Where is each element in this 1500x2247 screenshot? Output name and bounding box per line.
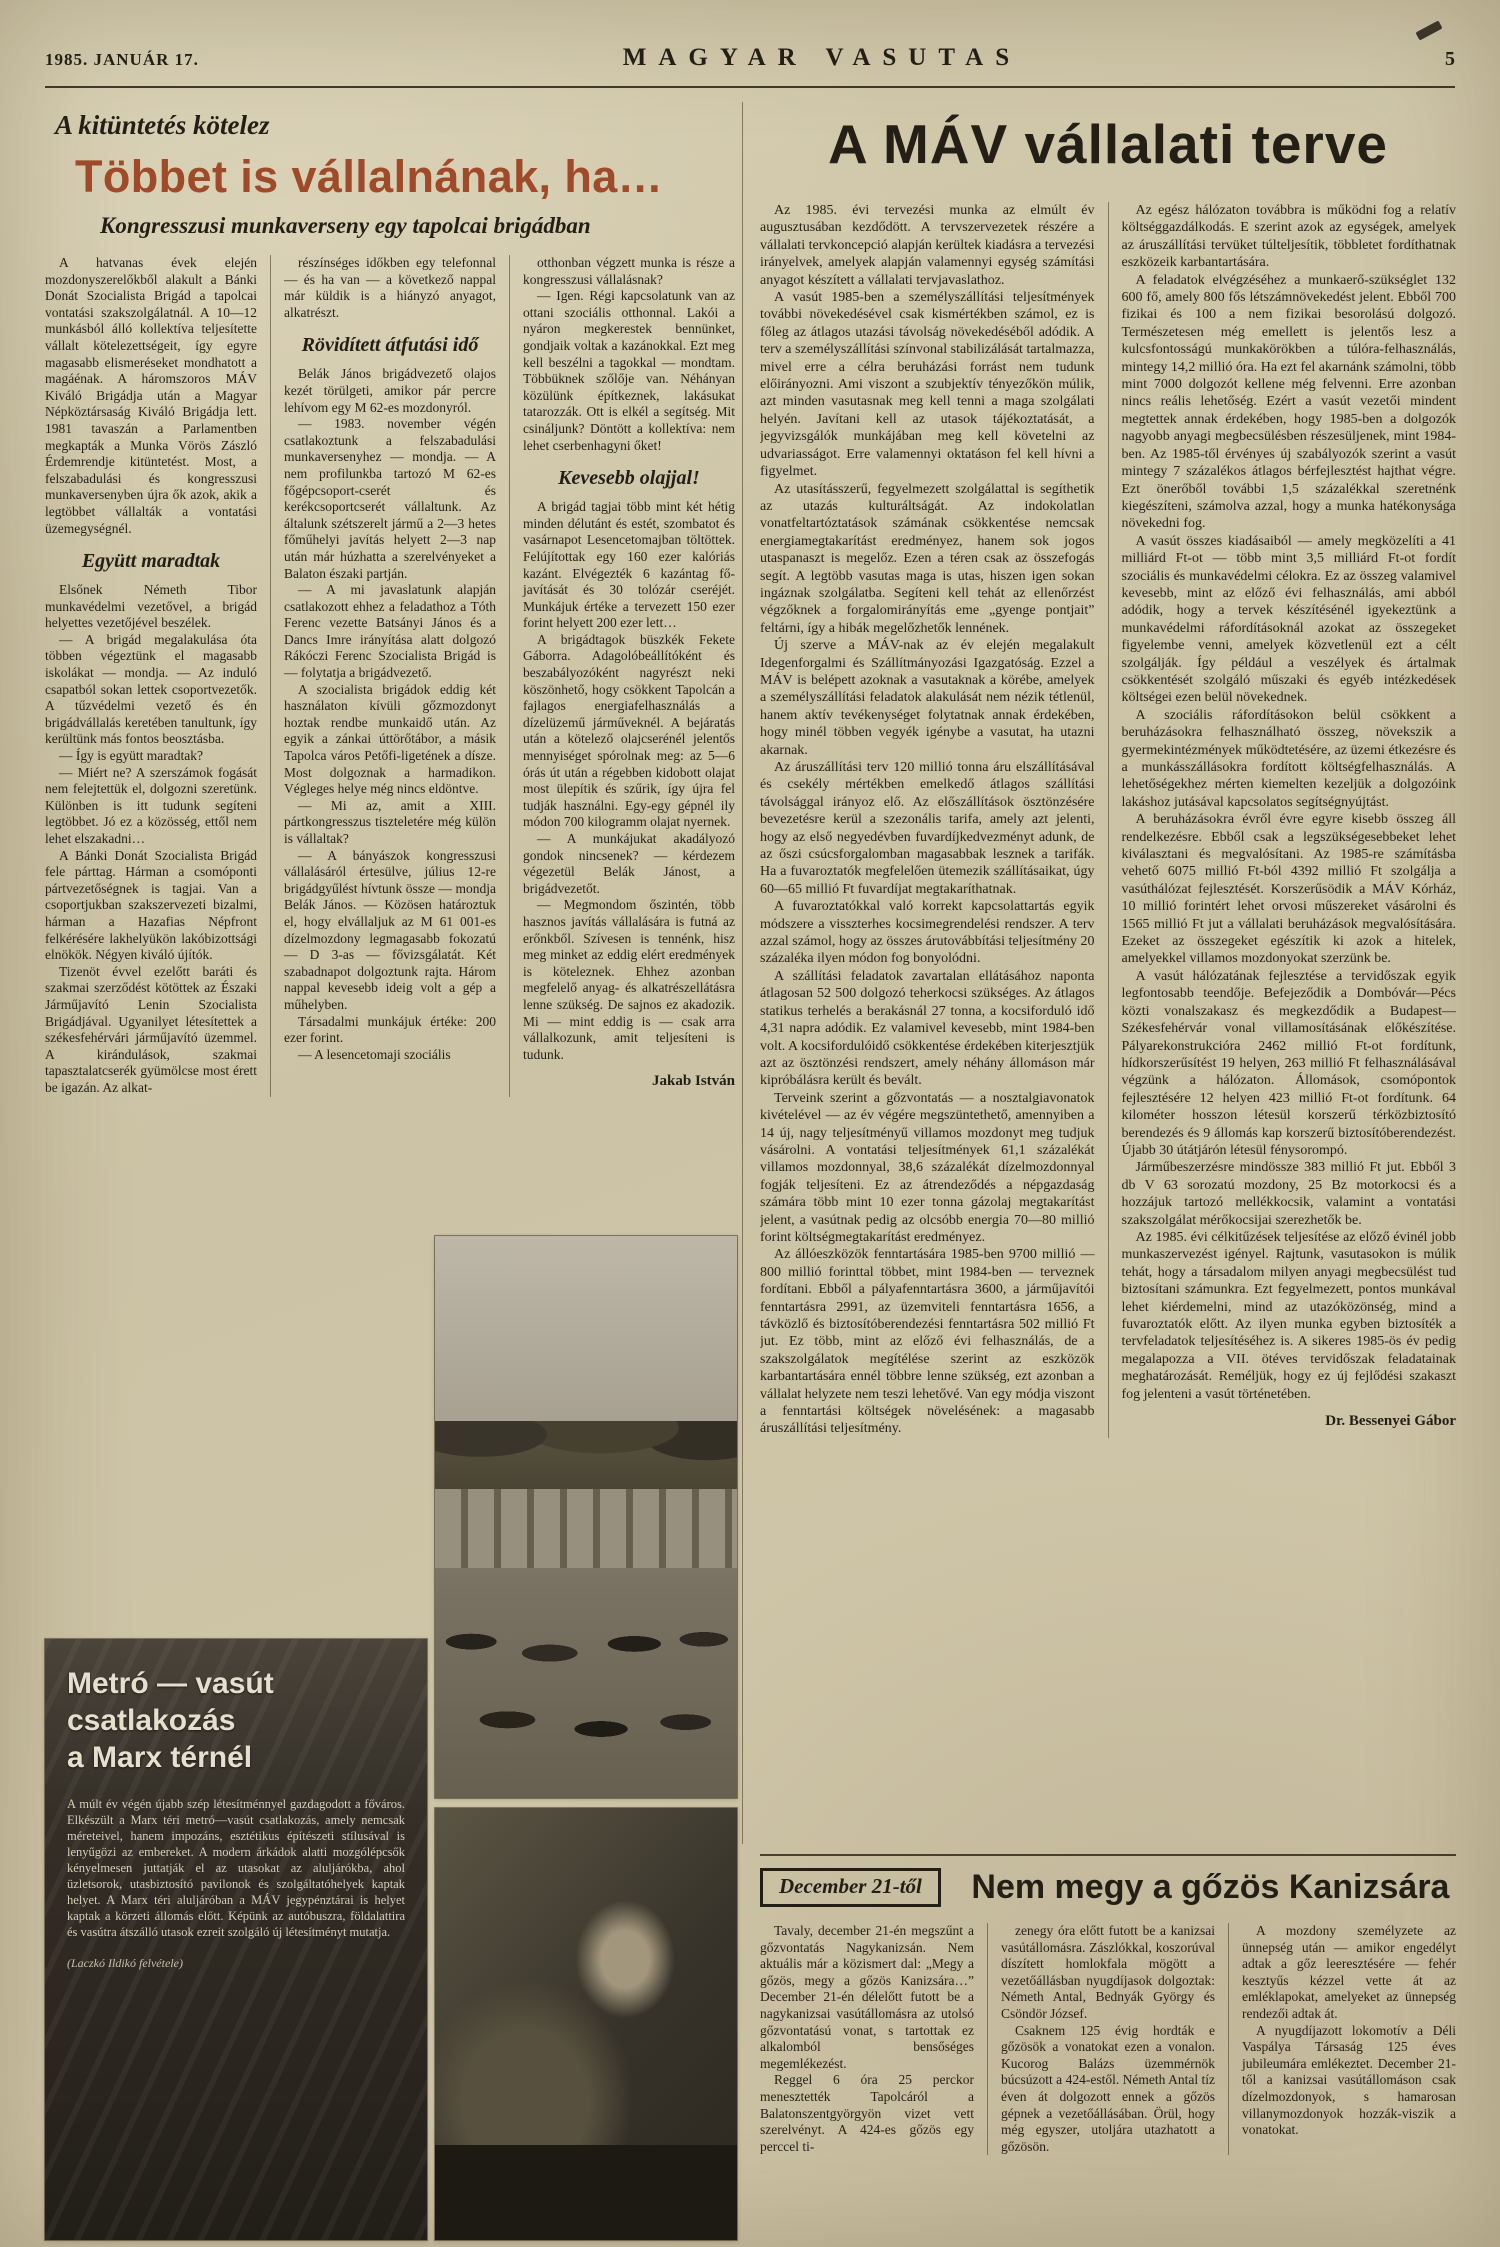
article-paragraph: A hatvanas évek elején mozdonyszerelőkből alakult a Bánki Donát Szocialista Brigád a tapolcai vontatási szakszolgálatnál. A 10—12 munkásból álló kollektíva teljesítette vállalt kötelezettségeit, így egyre magasabb elismeréseket mondhatott a magáénak. A háromszoros MÁV Kiváló Brigádja után a Magyar Népköztársaság Kiváló Brigádja lett. 1981 tavaszán a Parlamentben megkapták a Munka Vörös Zászló Érdemrendje kitüntetést. Most, a felszabadulási és kongresszusi munkaversenyben újra ők azok, akik a legtöbbet vállalták a vontatási üzemegységnél. (45, 255, 257, 536)
article-paragraph: — Igen. Régi kapcsolatunk van az ottani szociális otthonnal. Lakói a nyáron megkerestek bennünket, gondjaik voltak a kazánokkal. Ezt meg kell beszélni a tagokkal — mondtam. Többüknek szőlője van. Néhányan közülünk építkeznek, lakásukat tatarozzák. Ott is elkél a segítség. Mit csináljunk? Döntött a kollektíva: nem lehet cserbenhagyni őket! (523, 288, 735, 453)
lead-headline: Többet is vállalnának, ha… (75, 151, 664, 202)
metro-connection-photo (45, 1639, 427, 2240)
article-paragraph: A brigád tagjai több mint két hétig minden délutánt és estét, szombatot és vasárnapot Lesencetomajban töltöttek. Felújítottak egy 160 ezer kalóriás kazánt. Elvégezték 6 kazántag fő-javítását és 30 tolózár cseréjét. Munkájuk értéke a tervezett 150 ezer forint helyett 200 ezer lett… (523, 499, 735, 631)
article-paragraph: — Miért ne? A szerszámok fogását nem felejtettük el, dolgozni szeretünk. Különben is itt tudunk segíteni legtöbbet. Jó ez a közösség, ettől nem lehet elszakadni… (45, 764, 257, 846)
section-divider-rule (760, 1854, 1456, 1856)
article-paragraph: Új szerve a MÁV-nak az év elején megalakult Idegenforgalmi és Szállítmányozási Igazgatóság. Ezzel a MÁV is belépett azoknak a vasutaknak a körébe, amelyek a személyszállítási feladatok alakulását nem nézik tétlenül, hanem aktív tevékenységet folytatnak annak érdekében, hogy minél többen vegyék igénybe a vasutat, ha utazni akarnak. (760, 638, 1095, 758)
steam-headline: Nem megy a gőzös Kanizsára (971, 1868, 1450, 1906)
article-paragraph: — A munkájukat akadályozó gondok nincsenek? — kérdezem végezetül Belák Jánost, a brigádvezetőt. (523, 831, 735, 896)
photo-title-line: Metró — vasút (67, 1667, 274, 1700)
crosshead: Együtt maradtak (81, 550, 221, 573)
ticket-office-photo (435, 1808, 737, 2240)
article-lead (45, 110, 735, 1097)
article-paragraph: A feladatok elvégzéséhez a munkaerő-szükséglet 132 600 fő, amely 800 fős létszámnövekedést jelent. Ebből 700 fizikai és 100 a nem fizikai besorolású dolgozó. Természetesen még emellett is jelentős lesz a kulcsfontosságú munkakörökben a túlóra-felhasználás, mintegy 14,2 millió óra. Ha ezt fel akarnánk számolni, több mint 7000 dolgozót kellene még felvenni. Erre azonban nincs reális lehetőség. Ezért a vasút vezetői mindent megtettek annak érdekében, hogy 1985-ben a dolgozók nagyobb anyagi megbecsülésben részesüljenek, mint 1984-ben. Az 1985-től érvényes új szabályozók szerint a vasút mintegy 7 százalékos átlagos bérfejlesztést hajthat végre. Ezt önerőből további 1,5 százalékkal szeretnénk kiegészíteni, számolva azzal, hogy a munka hatékonysága növekedni fog. (1121, 272, 1456, 532)
crosshead: Kevesebb olajjal! (558, 467, 700, 490)
article-paragraph: A vasút hálózatának fejlesztése a tervidőszak egyik legfontosabb teendője. Befejeződik a Dombóvár—Pécs közti vonalszakasz és megkezdődik a Budapest—Székesfehérvár vonal villamosításának előkészítése. Pályarekonstrukcióra 2462 millió Ft-ot fordítunk, hídkorszerűsítést 19 helyen, 263 millió Ft felhasználásával végzünk a hálózaton. Állomások, csomópontok fejlesztésére 12 helyen 423 millió Ft-ot fordítunk. 64 kilométer hosszon létesül korszerű térközbiztosító berendezés és 9 állomás kap korszerű biztosítóberendezést. Újabb 30 útátjárón létesül fénysorompó. (1121, 968, 1456, 1158)
article-paragraph: Tizenöt évvel ezelőtt baráti és szakmai szerződést kötöttek az Északi Járműjavító Lenin Szocialista Brigádjával. Ugyanilyet létesítettek a székesfehérvári járműjavító üzemmel. A kirándulások, szakmai tapasztalatcserék gyümölcse most érett be igazán. Az alkat- (45, 963, 257, 1095)
article-column (509, 255, 735, 1097)
steam-article-header (760, 1868, 1456, 1907)
photo-title-line: csatlakozás (67, 1704, 236, 1737)
article-paragraph: A Bánki Donát Szocialista Brigád fele párttag. Hárman a csomóponti pártvezetőségnek is tagjai. Van a csoportjukban szakszervezeti bizalmi, hárman a Hazafias Népfront felkérésére lakhelyükön lakóbizottsági elnökök. Négyen kiváló újítók. (45, 847, 257, 963)
article-paragraph: Az állóeszközök fenntartására 1985-ben 9700 millió — 800 millió forinttal többet, mint 1984-ben — terveznek fordítani. Ebből a pályafenntartásra 3600, a járműjavítói fenntartásra 2991, az üzemviteli fenntartásra 1656, a távközlő és biztosítóberendezési fenntartásra 502 millió Ft jut. Ez több, mint az előző évi felhasználás, de a szakszolgálatok megítélése szerint az eszközök karbantartására ennél többre lenne szükség, ezt azonban a vállalat helyzete nem teszi lehetővé. Van egy módja viszont a fenntartási költségek növelésének: a magasabb áruszállítási teljesítmény. (760, 1247, 1095, 1437)
article-paragraph: Társadalmi munkájuk értéke: 200 ezer forint. (284, 1013, 496, 1046)
article-paragraph: Belák János brigádvezető olajos kezét törülgeti, amikor pár percre lehívom egy M 62-es mozdonyról. (284, 366, 496, 415)
photo-title (67, 1665, 405, 1776)
plan-article-columns (760, 202, 1456, 1438)
article-paragraph: Terveink szerint a gőzvontatás — a nosztalgiavonatok kivételével — az év végére megszüntethető, amennyiben a 14 új, nagy teljesítményű villamos mozdonyt meg tudjuk vásárolni. A vontatási teljesítmények 61,1 százalékát villamos mozdonnyal, 38,6 százalékát dízelmozdonnyal fogják teljesíteni. Ez az átrendeződés a népgazdaság számára több mint 10 ezer tonna gázolaj megtakarítást jelent, a vasútnak pedig az olcsóbb energia 70—80 millió forint költségmegtakarítást eredményez. (760, 1090, 1095, 1245)
article-paragraph: — A mi javaslatunk alapján csatlakozott ehhez a feladathoz a Tóth Ferenc vezette Batsányi János és a Dancs Imre irányítása alatt dolgozó Rákóczi Ferenc Szocialista Brigád is — folytatja a brigádvezető. (284, 582, 496, 681)
article-paragraph: — Így is együtt maradtak? (59, 748, 203, 764)
article-paragraph: Az 1985. évi tervezési munka az elmúlt év augusztusában kezdődött. A tervszervezetek részére a vállalati tervkoncepció alapján kerültek kiadásra a tervezési irányelvek, amelyek alapján valamennyi egység számítási anyagot készített a vállalati tervjavaslathoz. (760, 203, 1095, 288)
article-column (987, 1923, 1215, 2155)
lead-article-columns (45, 255, 735, 1097)
article-paragraph: A szállítási feladatok zavartalan ellátásához naponta átlagosan 52 500 dolgozó teherkocsi szükséges. Az átlagos statikus terhelés a berakásnál 27 tonna, a kocsiforduló idő 4,31 napra adódik. Ez valamivel kevesebb, mint 1984-ben volt. A kocsifordulóidő csökkentése érdekében kiterjesztjük azt az ösztönzési rendszert, amely néhány állomáson már kipróbálásra került és bevált. (760, 968, 1095, 1089)
article-paragraph: Az áruszállítási terv 120 millió tonna áru elszállításával és csekély mértékben emelkedő átlagos szállítási távolsággal irányoz elő. Az előszállítások ösztönzésére bevezetésre kerül a szezonális tarifa, amely azt jelenti, hogy az első negyedévben fuvardíjkedvezményt adunk, de az őszi csúcsforgalomban magasabbak lesznek a tarifák. Ha a fuvaroztatók megfelelően ütemezik szállításaikat, úgy 60—65 millió Ft fuvardíjat megtakaríthatnak. (760, 760, 1095, 897)
article-paragraph: otthonban végzett munka is része a kongresszusi vállalásnak? (523, 255, 735, 287)
article-paragraph: Járműbeszerzésre mindössze 383 millió Ft jut. Ebből 3 db V 63 sorozatú mozdony, 25 Bz motorkocsi és a hozzájuk tartozó mellékkocsik, valamint a vontatási szakszolgálat mérőkocsijai szerezhetők be. (1121, 1160, 1456, 1228)
article-paragraph: A vasút 1985-ben a személyszállítási teljesítmények további növekedésével csak kismértékben számol, ez is főleg az átlagos utazási távolság növekedéséből adódik. A terv a személyszállítási színvonal stabilizálását tartalmazza, mivel erre a célra beruházási forrást nem tudunk előirányozni. Ami viszont a szubjektív tényezőkön múlik, azt minden vasutasnak meg kell tenni a maga szolgálati helyén. Javítani kell az utasok tájékoztatását, a jegyvizsgálók munkájában meg kell követelni az udvariasságot. Erre valamennyi oktatáson fel kell hívni a figyelmet. (760, 290, 1095, 480)
page-number: 5 (1445, 48, 1455, 70)
article-byline: Dr. Bessenyei Gábor (1325, 1413, 1456, 1430)
article-paragraph: — 1983. november végén csatlakoztunk a felszabadulási munkaversenyhez — mondja. — A nem profilunkba tartozó M 62-es főgépcsoport-cserét és kerékcsoportcserét vállaltunk. Az általunk szétszerelt jármű a 2—3 hetes főműhelyi javítás helyett 2—3 nap után már húzhatta a szerelvényeket a Balaton északi partján. (284, 416, 496, 581)
article-kicker: A kitüntetés kötelez (55, 110, 270, 140)
article-paragraph: — Mi az, amit a XIII. pártkongresszus tiszteletére még külön is vállaltak? (284, 797, 496, 846)
article-paragraph: Az utasításszerű, fegyelmezett szolgálattal is segíthetik az utazás kulturáltságát. Az indokolatlan vonatfeltartóztatások számának csökkentése nemcsak energiamegtakarítást eredményez, hanem sok jogos utaspanaszt is megelőz. Ezen a téren csak az összefogás segít. A legtöbb vasutas maga is utas, hiszen igen sokan ingáznak szolgálatba. Segíteni kell tehát az ellenőrzést végzőknek a forgalomirányítás eme „gyenge pontjait” feltárni, így a hibák megelőzhetők lennének. (760, 481, 1095, 636)
article-paragraph: Csaknem 125 évig hordták e gőzösök a vonatokat ezen a vonalon. Kucorog Balázs üzemmérnök búcsúzott a 424-estől. Németh Antal tíz éven át dolgozott ennek a gőzös gépnek a vezetőállásában. Örül, hogy még egyszer, utoljára utazhatott a gőzösön. (1001, 2022, 1215, 2154)
photo-parked-cars (435, 1568, 737, 1798)
article-plan (760, 112, 1456, 1438)
article-paragraph: A beruházásokra évről évre egyre kisebb összeg áll rendelkezésre. Ebből csak a legszükségesebbeket lehet kiválasztani és megvalósítani. Az 1985-re számításba vehető 6075 millió Ft-ból 4392 millió Ft szolgálja a vasúthálózat fejlesztését. Korszerűsödik a MÁV Kórház, 10 millió forintért lehet orvosi műszereket vásárolni és 1565 millió Ft jut a vállalati beruházások megvalósítására. Ezeket az összegeket egészítik ki azok a hitelek, amelyekkel villamos mozdonyokat szerzünk be. (1121, 812, 1456, 967)
steam-article-columns (760, 1923, 1456, 2155)
article-paragraph: zenegy óra előtt futott be a kanizsai vasútállomásra. Zászlókkal, koszorúval díszített homlokfala mögött a vezetőállásban nyugdíjasok dolgoztak: Németh Antal, Bednyák György és Csöndör József. (1001, 1923, 1215, 2021)
article-paragraph: — A brigád megalakulása óta többen végeztünk el magasabb iskolákat — mondja. — Az induló csapatból sokan lettek csoportvezetők. A tűzvédelmi vezető és én brigádvállalás keretében tanultunk, így kerültünk más fontos beosztásba. (45, 631, 257, 747)
station-parking-photo (435, 1236, 737, 1798)
article-paragraph: — A bányászok kongresszusi vállalásáról értesülve, július 12-re brigádgyűlést hívtunk össze — mondja Belák János. — Közösen határoztuk el, hogy elvállaljuk az M 61 001-es dízelmozdony legmagasabb fokozatú — D 3-as — fővizsgálatát. Két szabadnapot dolgoztunk rajta. Három nappal kevesebb ideig volt a gép a műhelyben. (284, 847, 496, 1012)
page-header (45, 44, 1455, 72)
article-paragraph: Reggel 6 óra 25 perckor menesztették Tapolcáról a Balatonszentgyörgyön vizet vett szerelvényt. A 424-es gőzös egy perccel ti- (760, 2072, 974, 2154)
article-byline: Jakab István (652, 1073, 735, 1090)
article-column (1228, 1923, 1456, 2155)
issue-date: 1985. JANUÁR 17. (45, 50, 199, 69)
article-column (760, 202, 1095, 1438)
photo-caption: A múlt év végén újabb szép létesítménnyel gazdagodott a főváros. Elkészült a Marx téri metró—vasút csatlakozás, amely nemcsak méreteivel, hanem impozáns, esztétikus építészeti stílusával is lenyűgözi az embereket. A modern árkádok alatti mozgólépcsők kényelmesen juttatják el az utasokat az aluljárókba, ahol üzletsorok, utasbiztosító pavilonok és szolgáltatóhelyek kaptak helyet. A Marx téri aluljáróban a MÁV jegypénztárai is helyet kaptak a körzeti állomás előtt. Képünk az autóbuszra, földalattira és vasútra átszálló utasok ezreit szolgáló új létesítményt mutatja. (67, 1797, 405, 1939)
article-paragraph: — Megmondom őszintén, több hasznos javítás vállalására is futná az erőnkből. Szívesen is tennénk, hisz meg minket az eddig elért eredmények is köteleznek. Ehhez azonban megfelelő anyag- és alkatrészellátásra lenne szükség. De sajnos ez akadozik. Mi — mint eddig is — csak arra vállalkozunk, amit teljesíteni is tudunk. (523, 897, 735, 1062)
header-rule (45, 86, 1455, 88)
article-paragraph: Tavaly, december 21-én megszűnt a gőzvontatás Nagykanizsán. Nem aktuális már a közismert dal: „Megy a gőzös, megy a gőzös Kanizsára…” December 21-én délelőtt futott be a nagykanizsai vasútállomásra az utolsó gőzvontatású vonat, s tartottak ez alkalomból bensőséges megemlékezést. (760, 1923, 974, 2071)
photo-title-line: a Marx térnél (67, 1741, 253, 1774)
column-divider-rule (742, 102, 743, 1844)
article-paragraph: Elsőnek Németh Tibor munkavédelmi vezetővel, a brigád helyettes vezetőjével beszélek. (45, 582, 257, 631)
article-paragraph: A vasút összes kiadásaiból — amely megközelíti a 41 milliárd Ft-ot — több mint 3,5 milliárd Ft-ot fordít szociális és munkavédelmi célokra. Ez az összeg valamivel kevesebb, mint az előző évi felhasználás, ami abból adódik, hogy a tervek készítésénél igyekeztünk a munkavédelmi ráfordításoknál azokat az összegeket figyelembe venni, amelyek közvetlenül ezt a célt szolgálják. Így például a veszélyek és ártalmak csökkentését szolgáló műszaki és egyéb intézkedések költségei ezen belül növekednek. (1121, 533, 1456, 706)
article-paragraph: A szocialista brigádok eddig két használaton kívüli gőzmozdonyt hoztak rendbe munkaidő után. Az egyik a zánkai úttörőtábor, a másik Tapolca város Petőfi-ligetének a dísze. Most dolgoznak a harmadikon. Végleges helye még nincs eldöntve. (284, 681, 496, 797)
article-paragraph: A mozdony személyzete az ünnepség után — amikor engedélyt adtak a gőz leeresztésére — fehér kesztyűs kézzel vette át az emléklapokat, amelyeket az ünnepség rendezői adtak át. (1242, 1923, 1456, 2021)
photo-sky (435, 1236, 737, 1421)
article-paragraph: Az egész hálózaton továbbra is működni fog a relatív költséggazdálkodás. E szerint azok az egységek, amelyek az áruszállítási tervüket túlteljesítik, többletet fordíthatnak eszközeik karbantartására. (1121, 203, 1456, 271)
scan-smudge (1415, 20, 1442, 40)
masthead-title: MAGYAR VASUTAS (622, 44, 1022, 71)
article-column (760, 1923, 974, 2155)
article-paragraph: részínséges időkben egy telefonnal — és ha van — a következő nappal már küldik is a hiányzó anyagot, alkatrészt. (284, 255, 496, 320)
article-steam (760, 1868, 1456, 2155)
photo-treeline (435, 1421, 737, 1488)
plan-headline: A MÁV vállalati terve (827, 113, 1389, 175)
article-column (270, 255, 496, 1097)
article-column (1108, 202, 1457, 1438)
crosshead: Rövidített átfutási idő (301, 334, 479, 357)
photo-station-building (435, 1489, 737, 1568)
lead-subhead: Kongresszusi munkaverseny egy tapolcai brigádban (100, 213, 591, 238)
article-paragraph: Az 1985. évi célkitűzések teljesítése az előző évinél jobb munkaszervezést igényel. Rajtunk, vasutasokon is múlik tehát, hogy a társadalom milyen anyagi megbecsülést tud biztosítani számunkra. Ezt fegyelmezett, pontos munkával lehet kiérdemelni, mind az utazóközönség, mind a fuvaroztatók előtt. Az ilyen munka egyben biztosíték a tervfeladatok teljesítéséhez is. A sikeres 1985-ös év pedig megalapozza a VII. ötéves tervidőszak feladatainak meghatározását. Reméljük, hogy ez új fejlődési szakaszt fog jelenteni a vasút történetében. (1121, 1229, 1456, 1402)
article-paragraph: A szociális ráfordításokon belül csökkent a beruházásokra felhasználható összeg, növekszik a gyermekintézmények működtetésére, az üzemi étkezésre és a munkásszállásokra fordított költségfelhasználás. A lehetőségekhez mérten kiemelten kezeljük a dolgozóink lakáshoz jutásával kapcsolatos segítségnyújtást. (1121, 707, 1456, 810)
date-kicker-box: December 21-től (760, 1868, 941, 1907)
article-paragraph: — A lesencetomaji szociális (298, 1046, 451, 1062)
article-paragraph: A fuvaroztatókkal való korrekt kapcsolattartás egyik módszere a visszterhes kocsimegrendelési rendszer. A terv azzal számol, hogy az összes árutovábbítási teljesítmény 20 százaléka ilyen módon fog bonyolódni. (760, 899, 1095, 967)
article-paragraph: A nyugdíjazott lokomotív a Déli Vaspálya Társaság 125 éves jubileumára emlékeztet. December 21-től a kanizsai vasútállomáson csak dízelmozdonyok, s hamarosan villanymozdonyok hozzák-viszik a vonatokat. (1242, 2022, 1456, 2138)
article-column (45, 255, 257, 1097)
photo-credit: (Laczkó Ildikó felvétele) (67, 1956, 183, 1970)
article-paragraph: A brigádtagok büszkék Fekete Gáborra. Adagolóbeállítóként és beszabályozóként nagyrészt neki köszönhető, hogy csökkent Tapolcán a fajlagos energiafelhasználás a dízelüzemű járműveknél. A bejáratás után a kötelező olajcserénél jelentős mennyiséget spórolnak meg: az 5—6 órás út után a régebben kidobott olajat most ülepítik és szűrik, így újra fel tudják használni. Egy-egy gépnél ily módon 700 kilogramm olajat nyernek. (523, 631, 735, 830)
